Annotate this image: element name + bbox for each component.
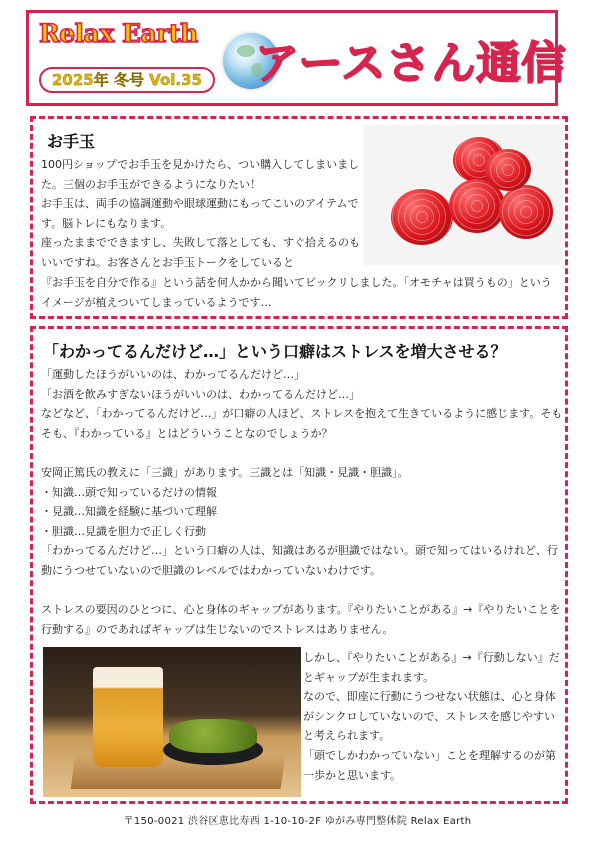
- article-body-continued: 『お手玉を自分で作る』という話を何人かから聞いてビックリしました。「オモチャは買うもの」というイメージが植えついてしまっているようです…: [41, 276, 552, 309]
- footer-address: 〒150-0021 渋谷区恵比寿西 1-10-10-2F ゆがみ専門整体院 Relax Earth: [123, 816, 472, 827]
- article-wakatteru: [30, 326, 568, 804]
- article-title: 「わかってるんだけど…」という口癖はストレスを増大させる？: [43, 342, 507, 361]
- otedama-photo: [363, 125, 563, 265]
- article-otedama: [30, 116, 568, 319]
- newsletter-header: [26, 10, 567, 106]
- beer-edamame-photo: [43, 647, 301, 797]
- article-body: 「運動したほうがいいのは、わかってるんだけど…」 「お酒を飲みすぎないほうがいいのは、わかってるんだけど…」 などなど、「わかってるんだけど…」が口癖の人ほど、ストレスを抱えて生きているように感じます。そもそも、『わかっている』とはどういうことなのでしょうか？ 安岡正篤氏の教えに「三識」があります。三識とは「知識・見識・胆識」。 ・知識…頭で知っているだけの情報 ・見識…知識を経験に基づいて理解 ・胆識…見識を胆力で正しく行動 「わかってるんだけど…」という口癖の人は、知識はあるが胆識ではない。頭で知ってはいるけれど、行動にうつせていないので胆識のレベルではわかっていないわけです。 ストレスの要因のひとつに、心と身体のギャップがあります。『やりたいことがある』→『やりたいことを行動する』のであればギャップは生じないのでストレスはありません。: [41, 368, 563, 636]
- issue-badge: 2025年 冬号 Vol.35: [39, 67, 215, 93]
- brand-logo-text: Relax Earth: [39, 19, 198, 48]
- article-body-continued: しかし、『やりたいことがある』→『行動しない』だとギャップが生まれます。 なので、即座に行動にうつせない状態は、心と身体がシンクロしていないので、ストレスを感じやすいと考えられます。 「頭でしかわかっていない」ことを理解するのが第一歩かと思います。: [303, 651, 560, 782]
- article-title: お手玉: [47, 132, 96, 151]
- newsletter-title: アースさん通信: [255, 38, 567, 89]
- article-body: 100円ショップでお手玉を見かけたら、つい購入してしまいました。三個のお手玉ができるようになりたい！ お手玉は、両手の協調運動や眼球運動にもってこいのアイテムです。脳トレにもなります。 座ったままでできますし、失敗して落としても、すぐ拾えるのもいいですね。お客さんとお手玉トークをしていると: [41, 158, 360, 269]
